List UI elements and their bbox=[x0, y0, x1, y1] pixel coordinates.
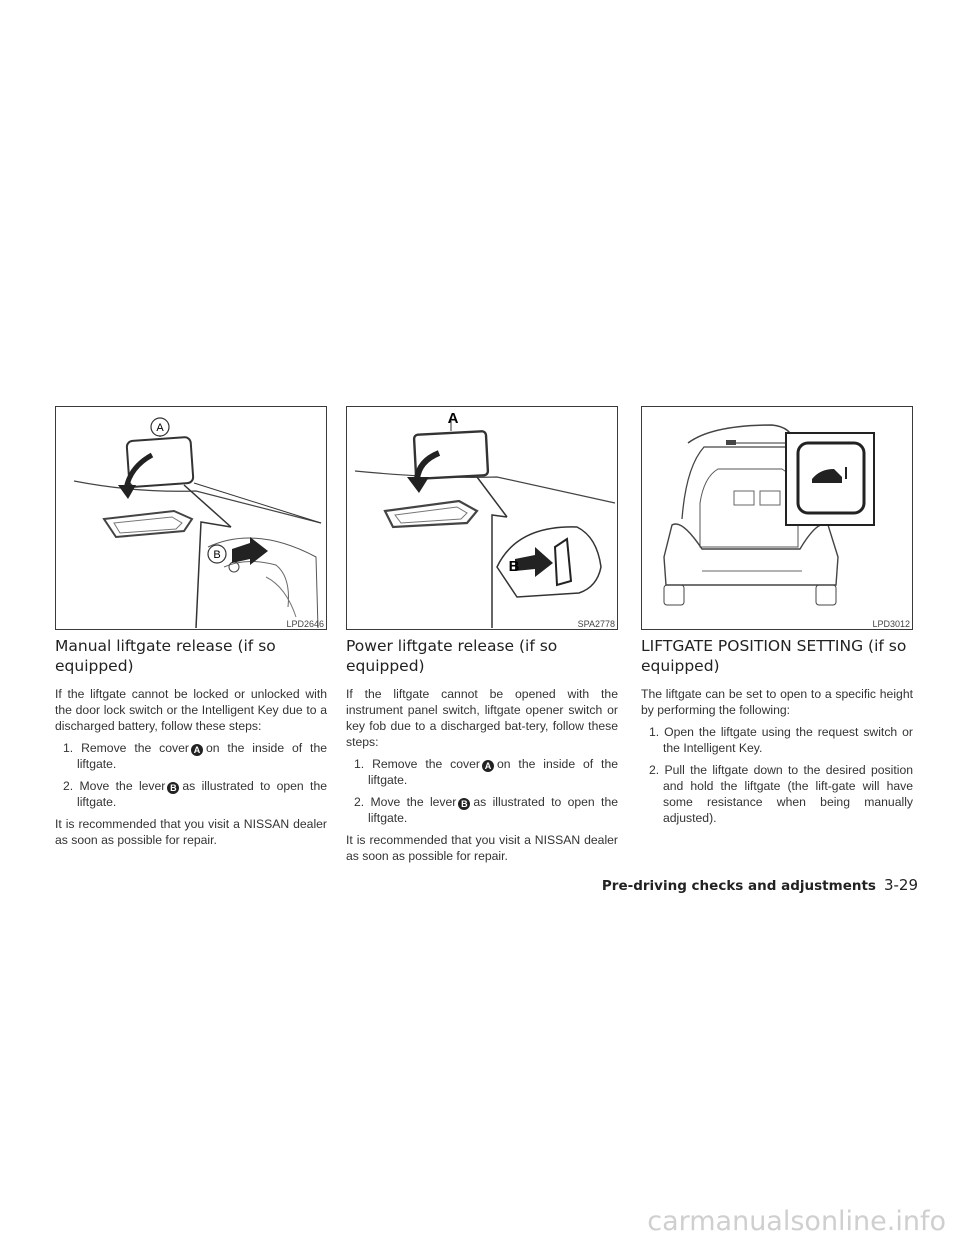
illustration-dashboard-cover bbox=[56, 407, 326, 629]
step-item bbox=[641, 724, 913, 756]
section-heading: Manual liftgate release (if so equipped) bbox=[55, 637, 276, 675]
column-power-release bbox=[346, 406, 618, 870]
marker-a-icon: A bbox=[191, 744, 203, 756]
intro-paragraph: If the liftgate cannot be locked or unlocked with the door lock switch or the Intelligent Key due to a discharged battery, follow these steps: bbox=[55, 687, 327, 733]
marker-b-icon: B bbox=[458, 798, 470, 810]
column-manual-release bbox=[55, 406, 327, 854]
steps-list bbox=[641, 724, 913, 826]
step-text: Pull the liftgate down to the desired position and hold the liftgate (the lift-gate will have some resistance when being manually adjusted). bbox=[663, 763, 913, 825]
page-footer bbox=[602, 876, 918, 894]
step-number: 1. bbox=[63, 741, 74, 755]
column-liftgate-position bbox=[641, 406, 913, 832]
figure-liftgate-position bbox=[641, 406, 913, 630]
watermark: carmanualsonline.info bbox=[647, 1206, 946, 1237]
step-text: Move the lever bbox=[79, 779, 166, 793]
figure-label-a: A bbox=[447, 410, 459, 427]
figure-code: LPD2646 bbox=[286, 619, 324, 629]
step-text-end: on the inside of the liftgate. bbox=[368, 757, 618, 787]
step-text: Move the lever bbox=[370, 795, 457, 809]
step-text: Remove the cover bbox=[372, 757, 480, 771]
steps-list bbox=[55, 740, 327, 810]
recommendation-paragraph: It is recommended that you visit a NISSAN dealer as soon as possible for repair. bbox=[346, 833, 618, 863]
step-item bbox=[346, 794, 618, 826]
step-number: 2. bbox=[63, 779, 74, 793]
illustration-dashboard-cover-power bbox=[347, 407, 617, 629]
step-item bbox=[346, 756, 618, 788]
step-text-end: as illustrated to open the liftgate. bbox=[368, 795, 619, 825]
figure-label-b: B bbox=[508, 558, 520, 575]
step-item bbox=[55, 778, 327, 810]
figure-power-release bbox=[346, 406, 618, 630]
figure-manual-release bbox=[55, 406, 327, 630]
figure-code: SPA2778 bbox=[577, 619, 615, 629]
step-text-end: as illustrated to open the liftgate. bbox=[77, 779, 328, 809]
figure-label-a: A bbox=[156, 422, 164, 434]
step-number: 1. bbox=[354, 757, 365, 771]
illustration-vehicle-rear-open bbox=[642, 407, 912, 629]
step-number: 2. bbox=[354, 795, 365, 809]
step-item bbox=[641, 762, 913, 826]
marker-b-icon: B bbox=[167, 782, 179, 794]
page-number: 3-29 bbox=[883, 876, 918, 894]
step-text: Remove the cover bbox=[81, 741, 189, 755]
step-text: Open the liftgate using the request switch or the Intelligent Key. bbox=[663, 725, 913, 755]
figure-code: LPD3012 bbox=[872, 619, 910, 629]
section-heading: Power liftgate release (if so equipped) bbox=[346, 637, 558, 675]
step-number: 2. bbox=[649, 763, 660, 777]
intro-paragraph: If the liftgate cannot be opened with the instrument panel switch, liftgate opener switch or key fob due to a discharged bat-tery, follow these steps: bbox=[346, 687, 618, 749]
step-item bbox=[55, 740, 327, 772]
step-number: 1. bbox=[649, 725, 660, 739]
step-text-end: on the inside of the liftgate. bbox=[77, 741, 327, 771]
figure-label-b: B bbox=[213, 549, 221, 561]
intro-paragraph: The liftgate can be set to open to a specific height by performing the following: bbox=[641, 687, 913, 717]
section-title: Pre-driving checks and adjustments bbox=[601, 878, 876, 894]
section-heading: LIFTGATE POSITION SETTING (if so equipped) bbox=[641, 637, 907, 675]
recommendation-paragraph: It is recommended that you visit a NISSAN dealer as soon as possible for repair. bbox=[55, 817, 327, 847]
steps-list bbox=[346, 756, 618, 826]
marker-a-icon: A bbox=[482, 760, 494, 772]
